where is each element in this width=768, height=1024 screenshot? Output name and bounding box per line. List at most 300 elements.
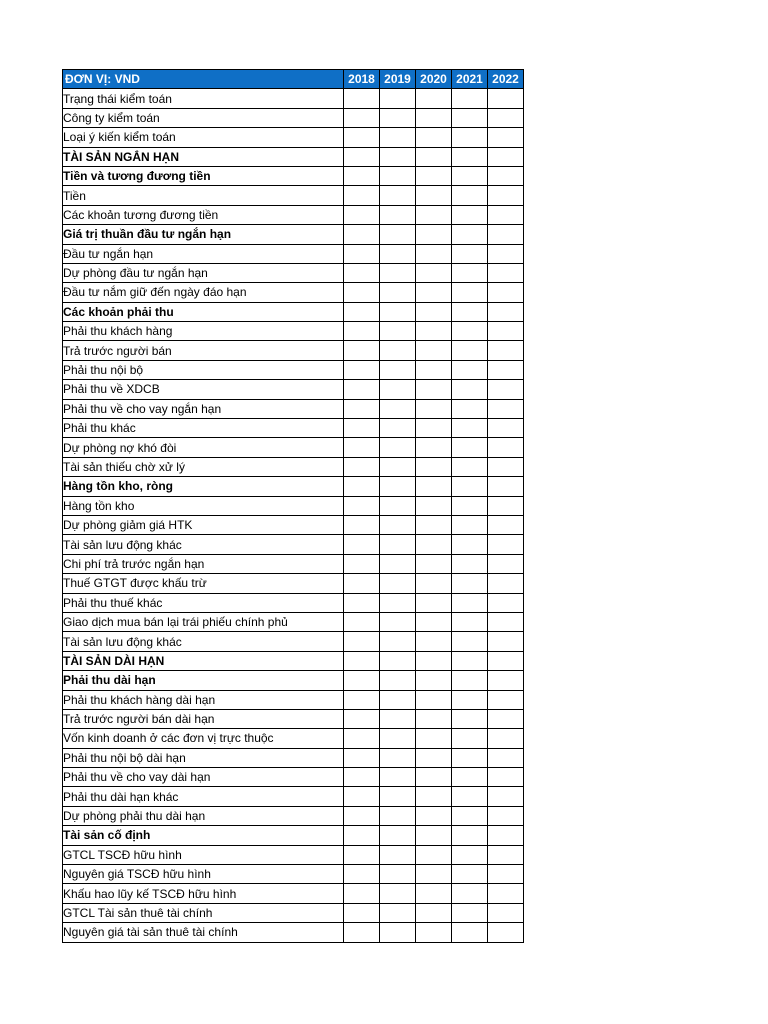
row-label-cell[interactable] bbox=[63, 748, 344, 767]
value-cell-2018[interactable] bbox=[344, 709, 380, 728]
row-label: Trả trước người bán dài hạn bbox=[63, 712, 215, 727]
value-cell-2018[interactable] bbox=[344, 302, 380, 321]
value-cell-2019[interactable] bbox=[380, 322, 416, 341]
row-label-cell[interactable] bbox=[63, 360, 344, 379]
value-cell-2020[interactable] bbox=[416, 166, 452, 185]
value-cell-2018[interactable] bbox=[344, 380, 380, 399]
value-cell-2022[interactable] bbox=[488, 108, 524, 127]
row-label: Nguyên giá tài sản thuê tài chính bbox=[63, 925, 238, 940]
value-cell-2021[interactable] bbox=[452, 399, 488, 418]
row-label-cell[interactable] bbox=[63, 787, 344, 806]
value-cell-2022[interactable] bbox=[488, 419, 524, 438]
value-cell-2021[interactable] bbox=[452, 826, 488, 845]
value-cell-2018[interactable] bbox=[344, 399, 380, 418]
value-cell-2018[interactable] bbox=[344, 612, 380, 631]
table-row bbox=[63, 419, 524, 438]
value-cell-2019[interactable] bbox=[380, 457, 416, 476]
value-cell-2019[interactable] bbox=[380, 748, 416, 767]
value-cell-2018[interactable] bbox=[344, 535, 380, 554]
value-cell-2019[interactable] bbox=[380, 399, 416, 418]
row-label-cell[interactable] bbox=[63, 612, 344, 631]
value-cell-2018[interactable] bbox=[344, 166, 380, 185]
value-cell-2020[interactable] bbox=[416, 748, 452, 767]
value-cell-2019[interactable] bbox=[380, 166, 416, 185]
value-cell-2021[interactable] bbox=[452, 515, 488, 534]
row-label-cell[interactable] bbox=[63, 923, 344, 942]
row-label-cell[interactable] bbox=[63, 690, 344, 709]
table-row bbox=[63, 612, 524, 631]
value-cell-2020[interactable] bbox=[416, 826, 452, 845]
value-cell-2018[interactable] bbox=[344, 341, 380, 360]
value-cell-2022[interactable] bbox=[488, 186, 524, 205]
value-cell-2022[interactable] bbox=[488, 302, 524, 321]
value-cell-2018[interactable] bbox=[344, 477, 380, 496]
value-cell-2019[interactable] bbox=[380, 89, 416, 108]
table-row bbox=[63, 845, 524, 864]
value-cell-2022[interactable] bbox=[488, 903, 524, 922]
value-cell-2020[interactable] bbox=[416, 574, 452, 593]
value-cell-2022[interactable] bbox=[488, 438, 524, 457]
row-label-cell[interactable] bbox=[63, 903, 344, 922]
value-cell-2018[interactable] bbox=[344, 690, 380, 709]
table-row bbox=[63, 263, 524, 282]
value-cell-2021[interactable] bbox=[452, 709, 488, 728]
value-cell-2020[interactable] bbox=[416, 612, 452, 631]
value-cell-2020[interactable] bbox=[416, 225, 452, 244]
value-cell-2019[interactable] bbox=[380, 826, 416, 845]
value-cell-2018[interactable] bbox=[344, 457, 380, 476]
row-label: Tiền bbox=[63, 188, 86, 203]
value-cell-2018[interactable] bbox=[344, 515, 380, 534]
value-cell-2022[interactable] bbox=[488, 923, 524, 942]
value-cell-2020[interactable] bbox=[416, 690, 452, 709]
value-cell-2019[interactable] bbox=[380, 302, 416, 321]
row-label-cell[interactable] bbox=[63, 593, 344, 612]
value-cell-2019[interactable] bbox=[380, 865, 416, 884]
row-label-cell[interactable] bbox=[63, 826, 344, 845]
value-cell-2018[interactable] bbox=[344, 108, 380, 127]
value-cell-2019[interactable] bbox=[380, 632, 416, 651]
value-cell-2021[interactable] bbox=[452, 186, 488, 205]
value-cell-2018[interactable] bbox=[344, 419, 380, 438]
table-row bbox=[63, 399, 524, 418]
value-cell-2019[interactable] bbox=[380, 341, 416, 360]
row-label-cell[interactable] bbox=[63, 515, 344, 534]
value-cell-2021[interactable] bbox=[452, 574, 488, 593]
value-cell-2022[interactable] bbox=[488, 283, 524, 302]
value-cell-2022[interactable] bbox=[488, 166, 524, 185]
row-label-cell[interactable] bbox=[63, 632, 344, 651]
value-cell-2019[interactable] bbox=[380, 419, 416, 438]
value-cell-2020[interactable] bbox=[416, 709, 452, 728]
value-cell-2020[interactable] bbox=[416, 787, 452, 806]
value-cell-2019[interactable] bbox=[380, 903, 416, 922]
value-cell-2021[interactable] bbox=[452, 923, 488, 942]
value-cell-2018[interactable] bbox=[344, 865, 380, 884]
table-row bbox=[63, 438, 524, 457]
value-cell-2019[interactable] bbox=[380, 574, 416, 593]
row-label-cell[interactable] bbox=[63, 244, 344, 263]
value-cell-2021[interactable] bbox=[452, 438, 488, 457]
row-label: Trạng thái kiểm toán bbox=[63, 91, 172, 106]
value-cell-2018[interactable] bbox=[344, 903, 380, 922]
value-cell-2020[interactable] bbox=[416, 205, 452, 224]
row-label-cell[interactable] bbox=[63, 729, 344, 748]
value-cell-2018[interactable] bbox=[344, 186, 380, 205]
year-header-2018[interactable]: 2018 bbox=[344, 70, 380, 89]
value-cell-2020[interactable] bbox=[416, 671, 452, 690]
row-label: Phải thu về XDCB bbox=[63, 382, 160, 397]
value-cell-2018[interactable] bbox=[344, 826, 380, 845]
value-cell-2021[interactable] bbox=[452, 360, 488, 379]
value-cell-2019[interactable] bbox=[380, 535, 416, 554]
value-cell-2022[interactable] bbox=[488, 845, 524, 864]
value-cell-2021[interactable] bbox=[452, 845, 488, 864]
value-cell-2022[interactable] bbox=[488, 225, 524, 244]
value-cell-2019[interactable] bbox=[380, 225, 416, 244]
value-cell-2021[interactable] bbox=[452, 865, 488, 884]
value-cell-2021[interactable] bbox=[452, 380, 488, 399]
row-label-cell[interactable] bbox=[63, 263, 344, 282]
value-cell-2020[interactable] bbox=[416, 283, 452, 302]
value-cell-2019[interactable] bbox=[380, 709, 416, 728]
row-label-cell[interactable] bbox=[63, 438, 344, 457]
value-cell-2022[interactable] bbox=[488, 651, 524, 670]
value-cell-2021[interactable] bbox=[452, 787, 488, 806]
value-cell-2018[interactable] bbox=[344, 554, 380, 573]
value-cell-2022[interactable] bbox=[488, 147, 524, 166]
value-cell-2020[interactable] bbox=[416, 128, 452, 147]
value-cell-2022[interactable] bbox=[488, 205, 524, 224]
row-label: TÀI SẢN DÀI HẠN bbox=[63, 653, 165, 668]
row-label: Chi phí trả trước ngắn hạn bbox=[63, 556, 205, 571]
value-cell-2019[interactable] bbox=[380, 923, 416, 942]
value-cell-2020[interactable] bbox=[416, 632, 452, 651]
value-cell-2022[interactable] bbox=[488, 341, 524, 360]
value-cell-2022[interactable] bbox=[488, 496, 524, 515]
value-cell-2021[interactable] bbox=[452, 671, 488, 690]
value-cell-2022[interactable] bbox=[488, 477, 524, 496]
value-cell-2020[interactable] bbox=[416, 89, 452, 108]
value-cell-2018[interactable] bbox=[344, 806, 380, 825]
table-row bbox=[63, 322, 524, 341]
value-cell-2018[interactable] bbox=[344, 244, 380, 263]
value-cell-2021[interactable] bbox=[452, 593, 488, 612]
table-row bbox=[63, 360, 524, 379]
row-label-cell[interactable] bbox=[63, 108, 344, 127]
value-cell-2021[interactable] bbox=[452, 302, 488, 321]
value-cell-2018[interactable] bbox=[344, 593, 380, 612]
value-cell-2021[interactable] bbox=[452, 128, 488, 147]
table-row bbox=[63, 690, 524, 709]
value-cell-2021[interactable] bbox=[452, 166, 488, 185]
table-row bbox=[63, 554, 524, 573]
value-cell-2022[interactable] bbox=[488, 593, 524, 612]
value-cell-2020[interactable] bbox=[416, 399, 452, 418]
value-cell-2019[interactable] bbox=[380, 806, 416, 825]
table-row bbox=[63, 768, 524, 787]
value-cell-2018[interactable] bbox=[344, 748, 380, 767]
row-label-cell[interactable] bbox=[63, 322, 344, 341]
value-cell-2020[interactable] bbox=[416, 768, 452, 787]
row-label-cell[interactable] bbox=[63, 128, 344, 147]
value-cell-2020[interactable] bbox=[416, 806, 452, 825]
value-cell-2022[interactable] bbox=[488, 322, 524, 341]
row-label-cell[interactable] bbox=[63, 225, 344, 244]
row-label: Phải thu dài hạn khác bbox=[63, 789, 179, 804]
value-cell-2018[interactable] bbox=[344, 768, 380, 787]
value-cell-2021[interactable] bbox=[452, 322, 488, 341]
value-cell-2020[interactable] bbox=[416, 515, 452, 534]
value-cell-2022[interactable] bbox=[488, 884, 524, 903]
row-label-cell[interactable] bbox=[63, 651, 344, 670]
value-cell-2020[interactable] bbox=[416, 903, 452, 922]
table-row bbox=[63, 108, 524, 127]
value-cell-2022[interactable] bbox=[488, 244, 524, 263]
value-cell-2019[interactable] bbox=[380, 477, 416, 496]
value-cell-2020[interactable] bbox=[416, 865, 452, 884]
year-header-2019[interactable]: 2019 bbox=[380, 70, 416, 89]
row-label-cell[interactable] bbox=[63, 89, 344, 108]
value-cell-2021[interactable] bbox=[452, 632, 488, 651]
value-cell-2021[interactable] bbox=[452, 612, 488, 631]
row-label-cell[interactable] bbox=[63, 399, 344, 418]
table-row bbox=[63, 225, 524, 244]
value-cell-2021[interactable] bbox=[452, 554, 488, 573]
value-cell-2020[interactable] bbox=[416, 923, 452, 942]
value-cell-2018[interactable] bbox=[344, 923, 380, 942]
row-label-cell[interactable] bbox=[63, 806, 344, 825]
value-cell-2022[interactable] bbox=[488, 729, 524, 748]
row-label: Các khoản tương đương tiền bbox=[63, 207, 219, 222]
row-label-cell[interactable] bbox=[63, 554, 344, 573]
value-cell-2021[interactable] bbox=[452, 341, 488, 360]
value-cell-2021[interactable] bbox=[452, 729, 488, 748]
value-cell-2019[interactable] bbox=[380, 380, 416, 399]
header-row bbox=[63, 70, 524, 89]
row-label-cell[interactable] bbox=[63, 709, 344, 728]
value-cell-2022[interactable] bbox=[488, 574, 524, 593]
year-header-2021[interactable]: 2021 bbox=[452, 70, 488, 89]
value-cell-2022[interactable] bbox=[488, 768, 524, 787]
value-cell-2022[interactable] bbox=[488, 535, 524, 554]
table-header bbox=[63, 70, 524, 89]
row-label-cell[interactable] bbox=[63, 671, 344, 690]
value-cell-2018[interactable] bbox=[344, 283, 380, 302]
value-cell-2018[interactable] bbox=[344, 263, 380, 282]
row-label-cell[interactable] bbox=[63, 419, 344, 438]
value-cell-2022[interactable] bbox=[488, 128, 524, 147]
year-header-2020[interactable]: 2020 bbox=[416, 70, 452, 89]
value-cell-2019[interactable] bbox=[380, 283, 416, 302]
value-cell-2018[interactable] bbox=[344, 147, 380, 166]
value-cell-2020[interactable] bbox=[416, 147, 452, 166]
value-cell-2018[interactable] bbox=[344, 360, 380, 379]
value-cell-2022[interactable] bbox=[488, 554, 524, 573]
value-cell-2022[interactable] bbox=[488, 787, 524, 806]
row-label: Giao dịch mua bán lại trái phiếu chính phủ bbox=[63, 615, 288, 630]
row-label-cell[interactable] bbox=[63, 884, 344, 903]
value-cell-2020[interactable] bbox=[416, 186, 452, 205]
value-cell-2020[interactable] bbox=[416, 380, 452, 399]
value-cell-2018[interactable] bbox=[344, 322, 380, 341]
value-cell-2020[interactable] bbox=[416, 593, 452, 612]
value-cell-2018[interactable] bbox=[344, 671, 380, 690]
value-cell-2020[interactable] bbox=[416, 108, 452, 127]
value-cell-2019[interactable] bbox=[380, 244, 416, 263]
value-cell-2022[interactable] bbox=[488, 360, 524, 379]
value-cell-2020[interactable] bbox=[416, 263, 452, 282]
value-cell-2021[interactable] bbox=[452, 690, 488, 709]
value-cell-2019[interactable] bbox=[380, 515, 416, 534]
value-cell-2019[interactable] bbox=[380, 593, 416, 612]
value-cell-2021[interactable] bbox=[452, 768, 488, 787]
row-label-cell[interactable] bbox=[63, 341, 344, 360]
value-cell-2020[interactable] bbox=[416, 457, 452, 476]
row-label-cell[interactable] bbox=[63, 574, 344, 593]
value-cell-2019[interactable] bbox=[380, 671, 416, 690]
value-cell-2018[interactable] bbox=[344, 205, 380, 224]
value-cell-2019[interactable] bbox=[380, 612, 416, 631]
value-cell-2020[interactable] bbox=[416, 845, 452, 864]
value-cell-2018[interactable] bbox=[344, 128, 380, 147]
row-label-cell[interactable] bbox=[63, 205, 344, 224]
value-cell-2019[interactable] bbox=[380, 128, 416, 147]
row-label-cell[interactable] bbox=[63, 477, 344, 496]
value-cell-2022[interactable] bbox=[488, 632, 524, 651]
value-cell-2022[interactable] bbox=[488, 380, 524, 399]
value-cell-2018[interactable] bbox=[344, 225, 380, 244]
value-cell-2020[interactable] bbox=[416, 496, 452, 515]
value-cell-2022[interactable] bbox=[488, 399, 524, 418]
row-label-cell[interactable] bbox=[63, 496, 344, 515]
value-cell-2022[interactable] bbox=[488, 690, 524, 709]
value-cell-2019[interactable] bbox=[380, 729, 416, 748]
value-cell-2022[interactable] bbox=[488, 612, 524, 631]
row-label: Phải thu khách hàng dài hạn bbox=[63, 692, 216, 707]
value-cell-2019[interactable] bbox=[380, 496, 416, 515]
value-cell-2019[interactable] bbox=[380, 108, 416, 127]
value-cell-2019[interactable] bbox=[380, 147, 416, 166]
value-cell-2022[interactable] bbox=[488, 748, 524, 767]
value-cell-2021[interactable] bbox=[452, 225, 488, 244]
row-label: Thuế GTGT được khấu trừ bbox=[63, 576, 207, 591]
value-cell-2019[interactable] bbox=[380, 263, 416, 282]
row-label-cell[interactable] bbox=[63, 845, 344, 864]
value-cell-2021[interactable] bbox=[452, 748, 488, 767]
row-label-cell[interactable] bbox=[63, 865, 344, 884]
value-cell-2021[interactable] bbox=[452, 263, 488, 282]
value-cell-2020[interactable] bbox=[416, 360, 452, 379]
value-cell-2018[interactable] bbox=[344, 496, 380, 515]
value-cell-2021[interactable] bbox=[452, 457, 488, 476]
row-label-cell[interactable] bbox=[63, 147, 344, 166]
value-cell-2019[interactable] bbox=[380, 845, 416, 864]
value-cell-2021[interactable] bbox=[452, 651, 488, 670]
row-label-cell[interactable] bbox=[63, 283, 344, 302]
value-cell-2021[interactable] bbox=[452, 903, 488, 922]
value-cell-2019[interactable] bbox=[380, 186, 416, 205]
value-cell-2018[interactable] bbox=[344, 574, 380, 593]
value-cell-2021[interactable] bbox=[452, 205, 488, 224]
value-cell-2020[interactable] bbox=[416, 302, 452, 321]
value-cell-2021[interactable] bbox=[452, 108, 488, 127]
value-cell-2020[interactable] bbox=[416, 322, 452, 341]
value-cell-2020[interactable] bbox=[416, 651, 452, 670]
value-cell-2018[interactable] bbox=[344, 787, 380, 806]
value-cell-2021[interactable] bbox=[452, 147, 488, 166]
value-cell-2022[interactable] bbox=[488, 457, 524, 476]
row-label-cell[interactable] bbox=[63, 457, 344, 476]
value-cell-2022[interactable] bbox=[488, 709, 524, 728]
row-label: Dự phòng nợ khó đòi bbox=[63, 440, 177, 455]
value-cell-2018[interactable] bbox=[344, 729, 380, 748]
year-header-2022[interactable]: 2022 bbox=[488, 70, 524, 89]
value-cell-2018[interactable] bbox=[344, 632, 380, 651]
value-cell-2021[interactable] bbox=[452, 244, 488, 263]
value-cell-2020[interactable] bbox=[416, 438, 452, 457]
value-cell-2020[interactable] bbox=[416, 419, 452, 438]
value-cell-2018[interactable] bbox=[344, 884, 380, 903]
value-cell-2021[interactable] bbox=[452, 535, 488, 554]
value-cell-2021[interactable] bbox=[452, 89, 488, 108]
value-cell-2020[interactable] bbox=[416, 729, 452, 748]
value-cell-2019[interactable] bbox=[380, 787, 416, 806]
value-cell-2019[interactable] bbox=[380, 884, 416, 903]
row-label-cell[interactable] bbox=[63, 380, 344, 399]
value-cell-2018[interactable] bbox=[344, 651, 380, 670]
value-cell-2021[interactable] bbox=[452, 477, 488, 496]
value-cell-2022[interactable] bbox=[488, 263, 524, 282]
row-label-cell[interactable] bbox=[63, 186, 344, 205]
value-cell-2019[interactable] bbox=[380, 205, 416, 224]
value-cell-2021[interactable] bbox=[452, 806, 488, 825]
value-cell-2019[interactable] bbox=[380, 360, 416, 379]
value-cell-2021[interactable] bbox=[452, 884, 488, 903]
value-cell-2019[interactable] bbox=[380, 554, 416, 573]
row-label-cell[interactable] bbox=[63, 302, 344, 321]
value-cell-2022[interactable] bbox=[488, 89, 524, 108]
value-cell-2019[interactable] bbox=[380, 690, 416, 709]
value-cell-2019[interactable] bbox=[380, 438, 416, 457]
value-cell-2021[interactable] bbox=[452, 419, 488, 438]
row-label: Tài sản lưu động khác bbox=[63, 634, 182, 649]
value-cell-2020[interactable] bbox=[416, 477, 452, 496]
unit-header-cell[interactable]: ĐƠN VỊ: VND bbox=[63, 70, 344, 89]
value-cell-2022[interactable] bbox=[488, 826, 524, 845]
value-cell-2018[interactable] bbox=[344, 438, 380, 457]
value-cell-2018[interactable] bbox=[344, 89, 380, 108]
row-label-cell[interactable] bbox=[63, 166, 344, 185]
value-cell-2021[interactable] bbox=[452, 496, 488, 515]
row-label-cell[interactable] bbox=[63, 535, 344, 554]
value-cell-2020[interactable] bbox=[416, 554, 452, 573]
value-cell-2022[interactable] bbox=[488, 515, 524, 534]
table-row bbox=[63, 283, 524, 302]
value-cell-2020[interactable] bbox=[416, 244, 452, 263]
value-cell-2020[interactable] bbox=[416, 341, 452, 360]
value-cell-2022[interactable] bbox=[488, 806, 524, 825]
value-cell-2020[interactable] bbox=[416, 535, 452, 554]
value-cell-2019[interactable] bbox=[380, 651, 416, 670]
value-cell-2020[interactable] bbox=[416, 884, 452, 903]
value-cell-2018[interactable] bbox=[344, 845, 380, 864]
value-cell-2021[interactable] bbox=[452, 283, 488, 302]
value-cell-2022[interactable] bbox=[488, 671, 524, 690]
row-label-cell[interactable] bbox=[63, 768, 344, 787]
value-cell-2022[interactable] bbox=[488, 865, 524, 884]
value-cell-2019[interactable] bbox=[380, 768, 416, 787]
